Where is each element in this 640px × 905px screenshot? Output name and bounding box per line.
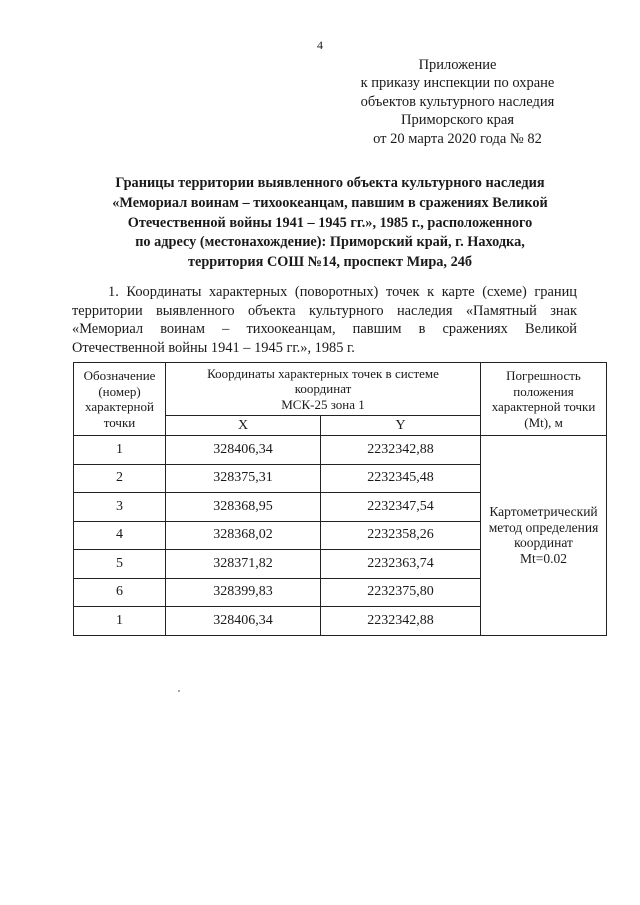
table-row xyxy=(74,436,607,465)
y-cell: 2232347,54 xyxy=(321,493,481,522)
x-cell: 328406,34 xyxy=(166,607,321,636)
header-line: характерной xyxy=(85,399,154,414)
y-column-header: Y xyxy=(321,416,481,436)
header-line: Координаты характерных точек в системе xyxy=(207,365,439,381)
header-line: (номер) xyxy=(98,383,141,399)
point-cell: 4 xyxy=(74,521,166,550)
title-line: Границы территории выявленного объекта культурного наследия xyxy=(115,175,545,191)
method-line: метод определения xyxy=(488,519,599,535)
x-cell: 328368,95 xyxy=(166,493,321,522)
appendix-line: Приложение xyxy=(418,57,497,73)
point-cell: 1 xyxy=(74,607,166,636)
method-line: Mt=0.02 xyxy=(520,550,568,566)
header-line: МСК-25 зона 1 xyxy=(281,396,365,412)
title-line: территория СОШ №14, проспект Мира, 24б xyxy=(187,254,473,271)
x-cell: 328368,02 xyxy=(166,521,321,550)
title-line: «Мемориал воинам – тихоокеанцам, павшим в сражениях Великой xyxy=(112,194,548,211)
point-cell: 5 xyxy=(74,550,166,579)
header-line: положения xyxy=(513,383,574,399)
point-cell: 2 xyxy=(74,464,166,493)
y-cell: 2232342,88 xyxy=(321,436,481,465)
header-line: (Mt), м xyxy=(524,414,563,430)
header-line: характерной точки xyxy=(491,399,596,414)
table-header-row xyxy=(74,363,607,416)
point-cell: 6 xyxy=(74,578,166,607)
x-cell: 328371,82 xyxy=(166,550,321,579)
title-line: по адресу (местонахождение): Приморский край, г. Находка, xyxy=(135,234,525,251)
intro-paragraph xyxy=(72,283,577,357)
y-cell: 2232375,80 xyxy=(321,578,481,607)
paragraph-line: «Мемориал воинам – тихоокеанцам, павшим в сражениях Великой xyxy=(72,321,577,338)
scan-speck xyxy=(178,690,180,692)
y-cell: 2232358,26 xyxy=(321,521,481,550)
paragraph-line: Отечественной войны 1941 – 1945 гг.», 1985 г. xyxy=(72,339,355,356)
header-line: Погрешность xyxy=(506,368,581,383)
header-line: координат xyxy=(294,381,352,397)
header-line: Обозначение xyxy=(83,368,156,383)
coordinates-table xyxy=(73,362,607,636)
paragraph-line: территории выявленного объекта культурного наследия «Памятный знак xyxy=(72,302,577,319)
y-cell: 2232342,88 xyxy=(321,607,481,636)
page-number: 4 xyxy=(317,38,323,52)
title-line: Отечественной войны 1941 – 1945 гг.», 1985 г., расположенного xyxy=(127,214,533,231)
y-cell: 2232363,74 xyxy=(321,550,481,579)
point-cell: 3 xyxy=(74,493,166,522)
method-line: координат xyxy=(514,535,573,551)
error-column-header xyxy=(481,363,607,436)
point-cell: 1 xyxy=(74,436,166,465)
appendix-line: от 20 марта 2020 года № 82 xyxy=(373,130,542,147)
appendix-line: Приморского края xyxy=(400,112,514,129)
paragraph-line: 1. Координаты характерных (поворотных) точек к карте (схеме) границ xyxy=(108,284,577,300)
point-column-header xyxy=(74,363,166,436)
method-cell xyxy=(481,436,607,636)
document-title xyxy=(90,174,570,273)
method-line: Картометрический xyxy=(489,504,598,520)
x-cell: 328375,31 xyxy=(166,464,321,493)
y-cell: 2232345,48 xyxy=(321,464,481,493)
header-line: точки xyxy=(103,414,136,430)
x-cell: 328406,34 xyxy=(166,436,321,465)
appendix-line: к приказу инспекции по охране xyxy=(360,75,555,92)
x-cell: 328399,83 xyxy=(166,578,321,607)
x-column-header: X xyxy=(166,416,321,436)
coords-column-header xyxy=(166,363,481,416)
appendix-header xyxy=(330,56,585,148)
appendix-line: объектов культурного наследия xyxy=(360,93,555,110)
